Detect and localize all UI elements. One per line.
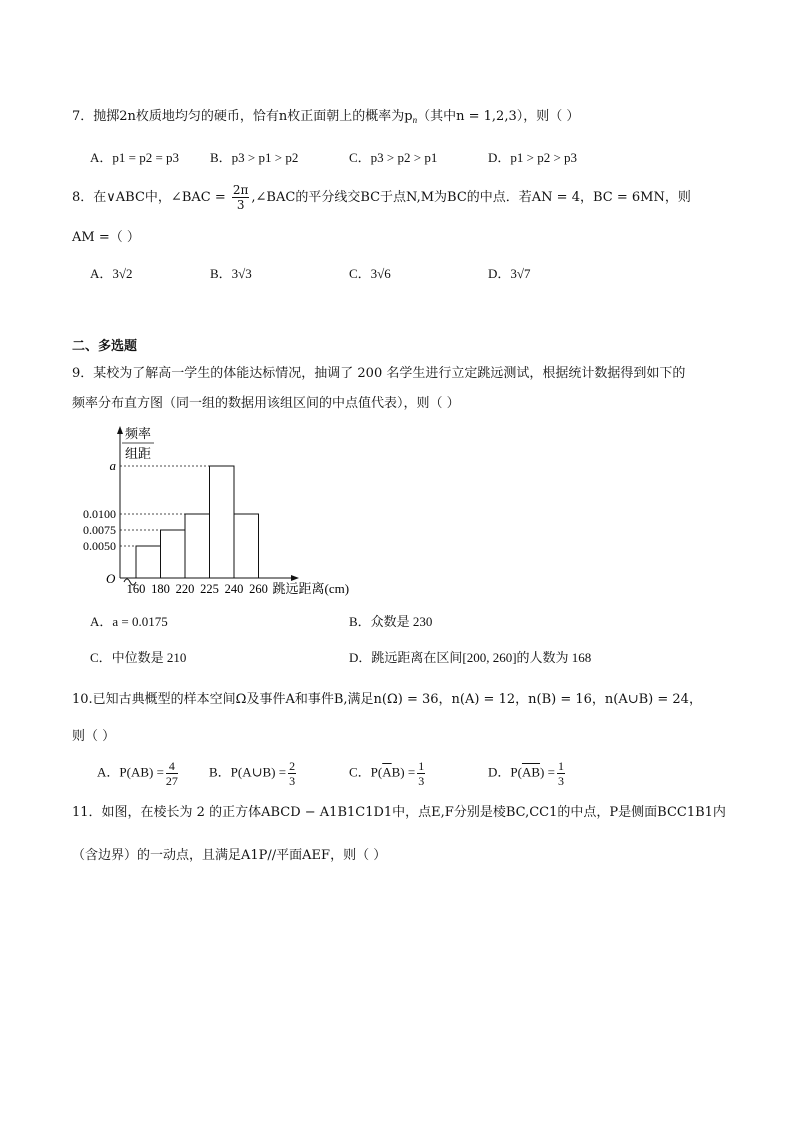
q9-line1: 9．某校为了解高一学生的体能达标情况，抽调了 200 名学生进行立定跳远测试，根据统计数据得到如下的	[72, 366, 686, 381]
x-tick-label: 225	[200, 582, 219, 596]
origin-label: O	[106, 571, 116, 586]
option-d-text: D．P(	[488, 764, 522, 780]
option-d-text-post: ) =	[540, 764, 555, 780]
fraction-numerator: 1	[418, 759, 425, 773]
fraction-denominator: 3	[418, 774, 425, 788]
q8-stem-part1: ABC中，∠BAC =	[115, 190, 226, 205]
q7-stem-text: 7．抛掷2n枚质地均匀的硬币，恰有n枚正面朝上的概率为p	[72, 109, 413, 124]
option-d-complement: $\overline{AB}$	[521, 764, 541, 780]
triangle-symbol: ∨	[106, 189, 116, 204]
x-axis-label: 跳远距离(cm)	[272, 581, 350, 596]
histogram-bar	[210, 466, 235, 578]
fraction-numerator: 1	[557, 759, 564, 773]
option-c-text-post: B) =	[391, 764, 416, 780]
option-c-text: C．P(	[349, 764, 383, 780]
y-axis-label-bottom: 组距	[124, 446, 152, 461]
y-tick-label: 0.0075	[83, 523, 116, 537]
fraction-denominator: 3	[236, 198, 245, 212]
y-tick-label: a	[109, 458, 116, 473]
fraction-2pi-3	[232, 184, 250, 211]
q8-stem-line2: AM =（ ）	[72, 230, 140, 245]
fraction-denominator: 3	[289, 774, 296, 788]
q9-option-a[interactable]: A．a = 0.0175	[90, 614, 168, 629]
q7-option-a[interactable]: A．p1 = p2 = p3	[90, 150, 180, 165]
histogram-bar	[136, 546, 161, 578]
y-tick-label: 0.0100	[83, 507, 116, 521]
fraction-denominator: 27	[165, 774, 178, 788]
option-c-fraction	[417, 760, 425, 787]
fraction-denominator: 3	[557, 774, 564, 788]
q10-option-d[interactable]	[488, 760, 567, 787]
q11-line1: 11．如图，在棱长为 2 的正方体ABCD − A1B1C1D1中，点E,F分别是棱BC,CC1的中点，P是侧面BCC1B1内	[72, 805, 726, 820]
q8-option-c[interactable]: C．3√6	[349, 266, 391, 281]
q7-stem-tail: （其中n = 1,2,3），则（ ）	[417, 109, 580, 124]
histogram-bar	[234, 514, 259, 578]
q7-option-c[interactable]: C．p3 > p2 > p1	[349, 150, 438, 165]
q8-option-a[interactable]: A．3√2	[90, 266, 133, 281]
x-tick-label: 260	[249, 582, 268, 596]
frequency-histogram	[68, 422, 398, 602]
q9-option-c[interactable]: C．中位数是 210	[90, 650, 187, 665]
option-b-text: B．P(A∪B) =	[209, 764, 287, 780]
q9-option-d[interactable]: D．跳远距离在区间[200, 260]的人数为 168	[349, 650, 592, 665]
fraction-numerator: 2π	[232, 183, 249, 197]
histogram-bar	[185, 514, 210, 578]
q8-stem-start: 8．在	[72, 190, 107, 205]
q10-option-a[interactable]	[97, 760, 180, 787]
q10-stem-line2: 则（ ）	[72, 729, 116, 744]
q9-option-b[interactable]: B．众数是 230	[349, 614, 433, 629]
q8-option-b[interactable]: B．3√3	[210, 266, 252, 281]
q7-option-b[interactable]: B．p3 > p1 > p2	[210, 150, 299, 165]
x-tick-label: 180	[151, 582, 170, 596]
y-tick-label: 0.0050	[83, 539, 116, 553]
x-tick-label: 220	[175, 582, 195, 596]
q10-option-b[interactable]	[209, 760, 298, 787]
q8-option-d[interactable]: D．3√7	[488, 266, 531, 281]
section-heading: 二、多选题	[72, 339, 138, 354]
q7-option-d[interactable]: D．p1 > p2 > p3	[488, 150, 578, 165]
q7-stem: 7．抛掷2n枚质地均匀的硬币，恰有n枚正面朝上的概率为$p_n$（其中n = 1,2,3），则（ ）	[72, 109, 580, 125]
option-a-text: A．P(AB) =	[97, 764, 164, 780]
option-c-complement: $\overline{A}$	[382, 764, 392, 780]
q10-option-c[interactable]	[349, 760, 427, 787]
x-tick-label: 160	[126, 582, 146, 596]
q10-stem: 10.已知古典概型的样本空间Ω及事件A和事件B,满足n(Ω) = 36，n(A) = 12，n(B) = 16，n(A∪B) = 24，	[72, 692, 702, 707]
histogram-bar	[161, 530, 186, 578]
option-d-fraction	[557, 760, 565, 787]
fraction-numerator: 4	[166, 760, 178, 774]
option-b-fraction	[288, 760, 296, 787]
x-tick-label: 240	[224, 582, 244, 596]
fraction-numerator: 2	[289, 759, 296, 773]
q8-stem-part2: ,∠BAC的平分线交BC于点N,M为BC的中点．若AN = 4，BC = 6MN，则	[251, 190, 691, 205]
option-a-fraction	[166, 760, 178, 787]
q8-stem	[72, 184, 691, 211]
y-axis-arrow	[117, 426, 123, 434]
q11-line2: （含边界）的一动点，且满足A1P//平面AEF，则（ ）	[72, 848, 387, 863]
y-axis-label-top: 频率	[124, 426, 152, 441]
q9-line2: 频率分布直方图（同一组的数据用该组区间的中点值代表），则（ ）	[72, 396, 460, 411]
